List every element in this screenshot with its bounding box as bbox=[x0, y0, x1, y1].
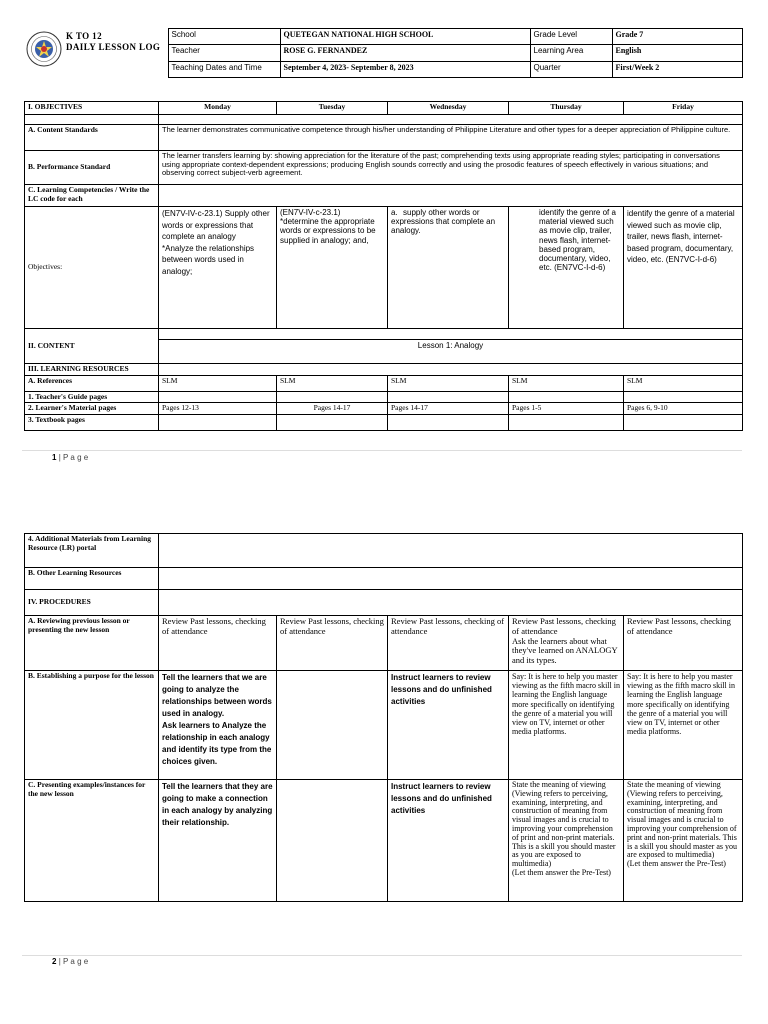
day-thursday: Thursday bbox=[509, 102, 624, 115]
procedure-a-row bbox=[25, 616, 743, 671]
competencies-label: C. Learning Competencies / Write the LC code for each bbox=[25, 185, 159, 207]
additional-materials-row bbox=[25, 534, 743, 568]
performance-standard-label: B. Performance Standard bbox=[25, 151, 159, 185]
textbook-pages-label: 3. Textbook pages bbox=[25, 414, 159, 430]
lesson-log-table bbox=[24, 101, 743, 431]
procedure-c-wednesday: Instruct learners to review lessons and do unfinished activities bbox=[388, 780, 509, 902]
procedure-b-thursday: Say: It is here to help you master viewing as the fifth macro skill in learning the English language more specifically on identifying the genre of a material you will view on TV, internet or other media platforms. bbox=[509, 671, 624, 780]
page-number-1: 1 bbox=[52, 453, 57, 462]
procedure-c-thursday: State the meaning of viewing (Viewing refers to perceiving, examining, interpreting, and construction of meaning from visual images and is crucial to improving your comprehension of print and non-print materials. This is a skill you should master as you are exposed to multimedia) (Let them answer the Pre-Test) bbox=[509, 780, 624, 902]
learning-area-value: English bbox=[612, 45, 742, 62]
day-wednesday: Wednesday bbox=[388, 102, 509, 115]
content-heading: II. CONTENT bbox=[25, 329, 159, 364]
page-footer-1 bbox=[52, 453, 88, 462]
school-value: QUETEGAN NATIONAL HIGH SCHOOL bbox=[280, 29, 530, 45]
lm-pages-label: 2. Learner's Material pages bbox=[25, 403, 159, 415]
quarter-label: Quarter bbox=[530, 62, 612, 78]
objective-friday: identify the genre of a material viewed such as movie clip, trailer, news flash, internet-based program, documentary, video, etc. (EN7VC-I-d-6) bbox=[624, 207, 743, 329]
procedures-heading-row bbox=[25, 590, 743, 616]
header-logo-cell bbox=[22, 29, 168, 78]
resources-heading-row bbox=[25, 364, 743, 376]
page-word-1: | P a g e bbox=[58, 453, 89, 462]
content-standards-row bbox=[25, 125, 743, 151]
teacher-label: Teacher bbox=[168, 45, 280, 62]
performance-standard-text: The learner transfers learning by: showing appreciation for the literature of the past; comprehending texts using appropriate reading styles; participating in conversations using appropriate context-dependent expressions; producing English sounds correctly and using the prosodic features of speech effectively in various situations; and observing correct subject-verb agreement. bbox=[159, 151, 743, 185]
objective-tuesday: (EN7V-IV-c-23.1) *determine the appropriate words or expressions to be supplied in analogy; and, bbox=[277, 207, 388, 329]
content-standards-text: The learner demonstrates communicative competence through his/her understanding of Philippine Literature and other types for a deeper appreciation of Philippine culture. bbox=[159, 125, 743, 151]
header-table bbox=[22, 28, 743, 78]
content-standards-label: A. Content Standards bbox=[25, 125, 159, 151]
textbook-pages-row bbox=[25, 414, 743, 430]
quarter-value: First/Week 2 bbox=[612, 62, 742, 78]
objectives-row bbox=[25, 207, 743, 329]
wednesday-text: supply other words or expressions that complete an analogy. bbox=[391, 208, 496, 236]
resources-heading: III. LEARNING RESOURCES bbox=[25, 364, 159, 376]
procedure-b-row bbox=[25, 671, 743, 780]
lesson-title: Lesson 1: Analogy bbox=[159, 340, 743, 364]
objectives-heading-row bbox=[25, 102, 743, 115]
competencies-row bbox=[25, 185, 743, 207]
reference-thursday: SLM bbox=[509, 375, 624, 391]
procedure-c-row bbox=[25, 780, 743, 902]
procedure-a-label: A. Reviewing previous lesson or presenting the new lesson bbox=[25, 616, 159, 671]
lm-pages-thursday: Pages 1-5 bbox=[509, 403, 624, 415]
tg-pages-label: 1. Teacher's Guide pages bbox=[25, 391, 159, 403]
learning-area-label: Learning Area bbox=[530, 45, 612, 62]
grade-level-label: Grade Level bbox=[530, 29, 612, 45]
page-footer-2 bbox=[52, 957, 88, 966]
additional-materials-label: 4. Additional Materials from Learning Resource (LR) portal bbox=[25, 534, 159, 568]
procedure-a-monday: Review Past lessons, checking of attendance bbox=[159, 616, 277, 671]
objective-thursday: identify the genre of a material viewed such as movie clip, trailer, news flash, internet-based program, documentary, video, etc. (EN7VC-I-d-6) bbox=[509, 207, 624, 329]
lm-pages-wednesday: Pages 14-17 bbox=[388, 403, 509, 415]
other-resources-label: B. Other Learning Resources bbox=[25, 568, 159, 590]
title-line-2: DAILY LESSON LOG bbox=[66, 41, 161, 52]
references-label: A. References bbox=[25, 375, 159, 391]
procedures-heading: IV. PROCEDURES bbox=[25, 590, 159, 616]
title-line-1: K TO 12 bbox=[66, 31, 102, 41]
reference-wednesday: SLM bbox=[388, 375, 509, 391]
reference-friday: SLM bbox=[624, 375, 743, 391]
page-number-2: 2 bbox=[52, 957, 57, 966]
objectives-label: Objectives: bbox=[25, 207, 159, 329]
procedure-c-friday: State the meaning of viewing (Viewing refers to perceiving, examining, interpreting, and construction of meaning from visual images and is crucial to improving your comprehension of print and non-print materials. This is a skill you should master as you are exposed to multimedia) (Let them answer the Pre-Test) bbox=[624, 780, 743, 902]
procedures-table bbox=[24, 533, 743, 902]
content-heading-row bbox=[25, 329, 743, 340]
objective-wednesday bbox=[388, 207, 509, 329]
day-tuesday: Tuesday bbox=[277, 102, 388, 115]
page-divider-1 bbox=[22, 450, 742, 451]
day-monday: Monday bbox=[159, 102, 277, 115]
objectives-heading: I. OBJECTIVES bbox=[25, 102, 159, 115]
procedure-b-friday: Say: It is here to help you master viewing as the fifth macro skill in learning the English language more specifically on identifying the genre of a material you will view on TV, internet or other media platforms. bbox=[624, 671, 743, 780]
procedure-c-monday: Tell the learners that they are going to make a connection in each analogy by analyzing their relationship. bbox=[159, 780, 277, 902]
spacer-row bbox=[25, 115, 743, 125]
dates-label: Teaching Dates and Time bbox=[168, 62, 280, 78]
procedure-b-monday: Tell the learners that we are going to analyze the relationships between words used in analogy. Ask learners to Analyze the relationship in each analogy and identify its type from the choices given. bbox=[159, 671, 277, 780]
procedure-a-wednesday: Review Past lessons, checking of attendance bbox=[388, 616, 509, 671]
page-word-2: | P a g e bbox=[58, 957, 89, 966]
other-resources-row bbox=[25, 568, 743, 590]
wednesday-list-marker: a. bbox=[391, 208, 398, 217]
header-row-school bbox=[22, 29, 742, 45]
procedure-b-tuesday bbox=[277, 671, 388, 780]
procedure-b-label: B. Establishing a purpose for the lesson bbox=[25, 671, 159, 780]
lm-pages-monday: Pages 12-13 bbox=[159, 403, 277, 415]
procedure-a-thursday: Review Past lessons, checking of attendance Ask the learners about what they've learned on ANALOGY and its types. bbox=[509, 616, 624, 671]
procedure-a-friday: Review Past lessons, checking of attendance bbox=[624, 616, 743, 671]
day-friday: Friday bbox=[624, 102, 743, 115]
reference-tuesday: SLM bbox=[277, 375, 388, 391]
lm-pages-tuesday: Pages 14-17 bbox=[277, 403, 388, 415]
procedure-c-tuesday bbox=[277, 780, 388, 902]
grade-level-value: Grade 7 bbox=[612, 29, 742, 45]
procedure-a-tuesday: Review Past lessons, checking of attendance bbox=[277, 616, 388, 671]
teacher-value: ROSE G. FERNANDEZ bbox=[280, 45, 530, 62]
reference-monday: SLM bbox=[159, 375, 277, 391]
references-row bbox=[25, 375, 743, 391]
performance-standard-row bbox=[25, 151, 743, 185]
dates-value: September 4, 2023- September 8, 2023 bbox=[280, 62, 530, 78]
lm-pages-row bbox=[25, 403, 743, 415]
procedure-c-label: C. Presenting examples/instances for the new lesson bbox=[25, 780, 159, 902]
page-divider-2 bbox=[22, 955, 742, 956]
school-label: School bbox=[168, 29, 280, 45]
tg-pages-row bbox=[25, 391, 743, 403]
procedure-b-wednesday: Instruct learners to review lessons and do unfinished activities bbox=[388, 671, 509, 780]
objective-monday: (EN7V-IV-c-23.1) Supply other words or expressions that complete an analogy *Analyze the relationships between words used in analogy; bbox=[159, 207, 277, 329]
lm-pages-friday: Pages 6, 9-10 bbox=[624, 403, 743, 415]
